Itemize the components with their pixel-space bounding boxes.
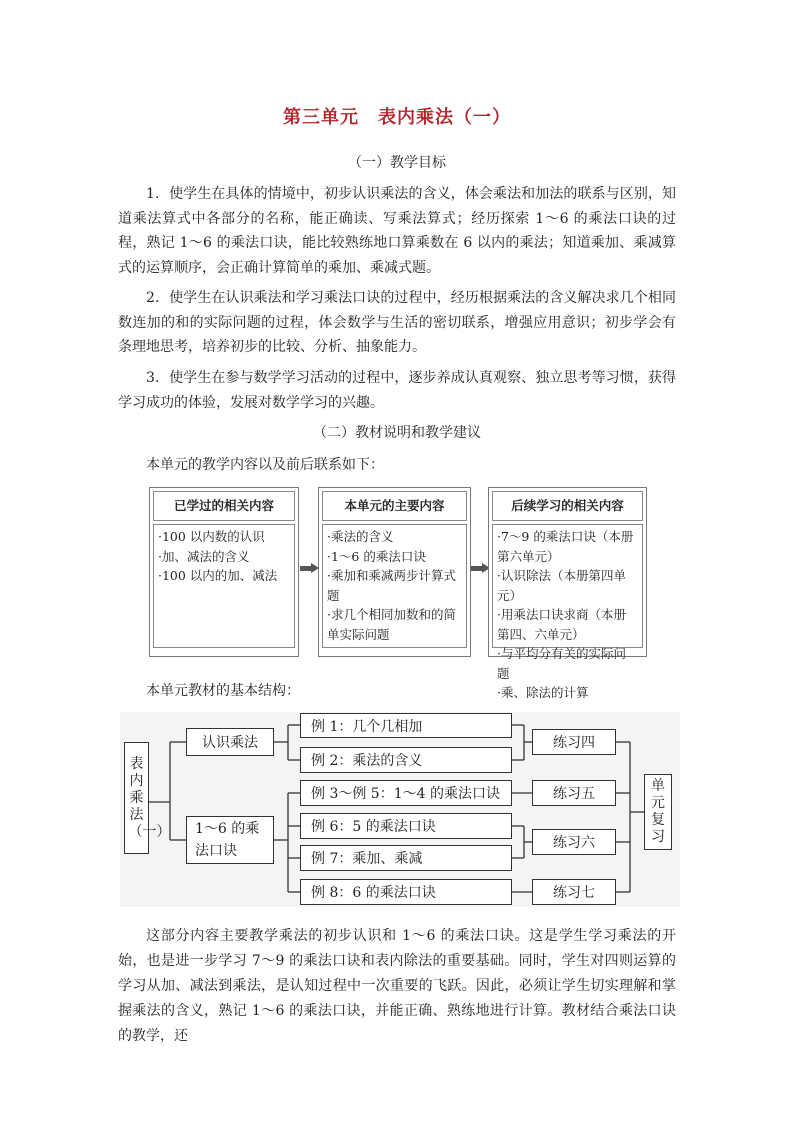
example-box	[300, 713, 512, 738]
prior-content-list	[153, 524, 295, 648]
example-box	[300, 845, 512, 871]
list-item: ·1～6 的乘法口诀	[327, 548, 426, 564]
root-label: 表内乘法（一）	[128, 755, 171, 840]
review-box	[644, 774, 672, 850]
example-label: 例 8：6 的乘法口诀	[311, 885, 436, 901]
practice-box	[532, 729, 616, 755]
objective-3: 3．使学生在参与数学学习活动的过程中，逐步养成认真观察、独立思考等习惯，获得学习成功的体验，发展对数学学习的兴趣。	[118, 370, 676, 411]
list-item: ·7～9 的乘法口诀（本册第六单元）	[497, 529, 634, 564]
prior-content-title: 已学过的相关内容	[153, 491, 295, 521]
main-content-box	[318, 487, 471, 657]
practice-label: 练习五	[553, 786, 595, 802]
example-label: 例 3～例 5：1～4 的乘法口诀	[311, 786, 500, 802]
objective-1: 1．使学生在具体的情境中，初步认识乘法的含义，体会乘法和加法的联系与区别，知道乘法算式中各部分的名称，能正确读、写乘法算式；经历探索 1～6 的乘法口诀的过程，熟记 1～6 的乘法口诀，能比较熟练地口算乘数在 6 以内的乘法；知道乘加、乘减算式的运算顺序，会正确计算简单的乘加、乘减式题。	[118, 186, 676, 276]
list-item: ·100 以内数的认识	[158, 529, 265, 544]
list-item: ·100 以内的加、减法	[158, 568, 278, 583]
structure-diagram	[120, 712, 680, 907]
practice-label: 练习六	[553, 835, 595, 851]
list-item: ·加、减法的含义	[158, 548, 250, 564]
future-content-title: 后续学习的相关内容	[492, 491, 643, 521]
example-label: 例 6：5 的乘法口诀	[311, 819, 436, 835]
practice-box	[532, 780, 616, 806]
branch-label: 认识乘法	[202, 735, 258, 751]
root-box	[124, 742, 171, 854]
list-item: ·乘加和乘减两步计算式题	[327, 568, 456, 603]
main-content-list	[322, 524, 467, 648]
practice-label: 练习七	[553, 885, 595, 901]
example-box	[300, 879, 512, 905]
objective-2: 2．使学生在认识乘法和学习乘法口诀的过程中，经历根据乘法的含义解决求几个相同数连加的和的实际问题的过程，体会数学与生活的密切联系，增强应用意识；初步学会有条理地思考，培养初步的比较、分析、抽象能力。	[118, 290, 676, 355]
prior-content-box	[149, 487, 299, 657]
content-intro: 本单元的教学内容以及前后联系如下：	[146, 457, 384, 473]
branch-multiplication-table	[186, 816, 274, 864]
example-box	[300, 747, 512, 773]
example-label: 例 7：乘加、乘减	[311, 851, 423, 867]
list-item: ·乘法的含义	[327, 529, 394, 544]
list-item: ·与平均分有关的实际问题	[497, 646, 626, 681]
example-label: 例 1：几个几相加	[311, 718, 423, 735]
list-item: ·乘、除法的计算	[497, 685, 589, 700]
example-label: 例 2：乘法的含义	[311, 753, 423, 769]
list-item: ·用乘法口诀求商（本册第四、六单元）	[497, 607, 626, 642]
branch-multiplication-meaning	[186, 728, 274, 756]
practice-box	[532, 879, 616, 905]
section1-heading: （一）教学目标	[348, 155, 446, 171]
section2-heading: （二）教材说明和教学建议	[313, 425, 481, 441]
example-box	[300, 780, 512, 806]
future-content-list	[492, 524, 643, 700]
list-item: ·认识除法（本册第四单元）	[497, 568, 626, 603]
list-item: ·求几个相同加数和的简单实际问题	[327, 607, 456, 642]
practice-box	[532, 829, 616, 855]
future-content-box	[488, 487, 647, 700]
structure-intro: 本单元教材的基本结构：	[146, 683, 300, 699]
main-content-title: 本单元的主要内容	[322, 491, 467, 521]
branch-label: 1～6 的乘法口诀	[195, 821, 260, 859]
example-box	[300, 813, 512, 839]
review-label: 单元复习	[651, 778, 665, 845]
body-paragraph: 这部分内容主要教学乘法的初步认识和 1～6 的乘法口诀。这是学生学习乘法的开始，也是进一步学习 7～9 的乘法口诀和表内除法的重要基础。同时，学生对四则运算的学习从加、减法到乘法，是认知过程中一次重要的飞跃。因此，必须让学生切实理解和掌握乘法的含义，熟记 1～6 的乘法口诀，并能正确、熟练地进行计算。教材结合乘法口诀的教学，还	[118, 928, 676, 1044]
practice-label: 练习四	[553, 735, 595, 751]
page-title: 第三单元 表内乘法（一）	[283, 107, 511, 128]
